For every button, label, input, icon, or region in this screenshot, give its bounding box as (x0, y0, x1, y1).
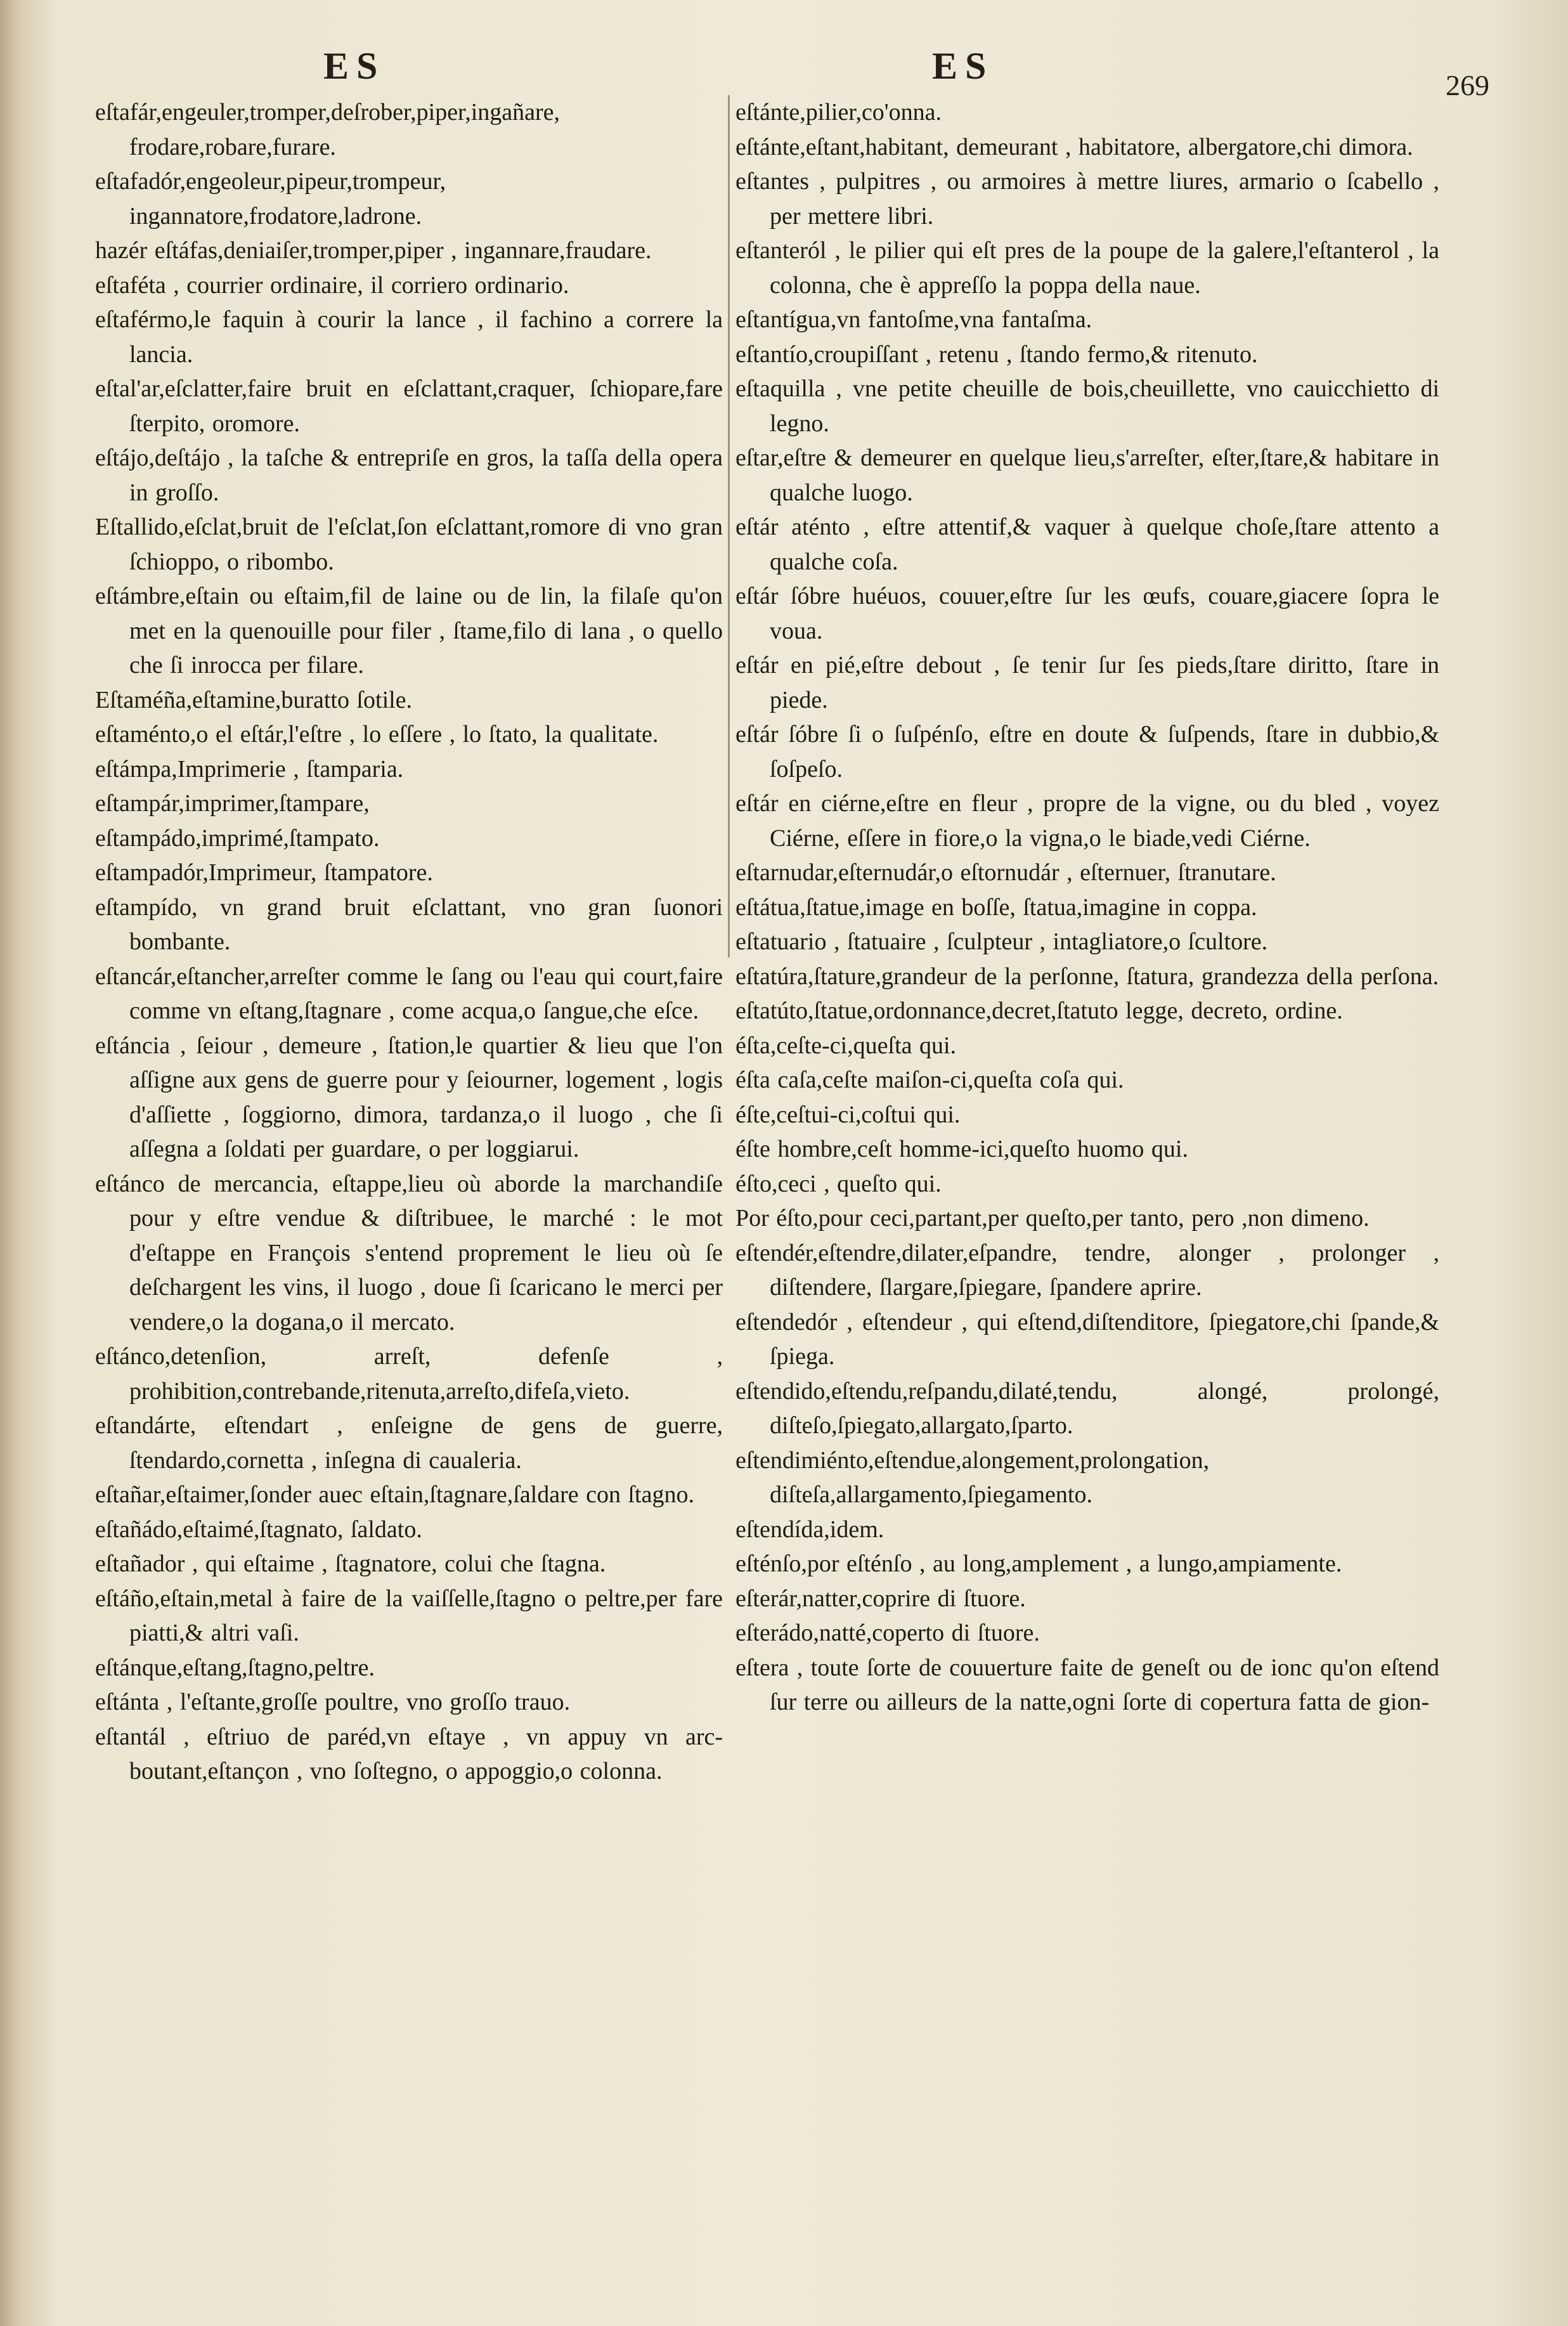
dictionary-entry: eſtánque,eſtang,ſtagno,peltre. (95, 1654, 375, 1681)
dictionary-entry: eſtáncia , ſeiour , demeure , ſtation,le quartier & lieu que l'on aſſigne aux gens de guerre pour y ſeiourner, logement , logis d'aſſiette , ſoggiorno, dimora, tardanza,o il luogo , che ſi aſſegna a ſoldati per guardare, o per loggiarui. (95, 1032, 723, 1162)
dictionary-entry: eſterár,natter,coprire di ſtuore. (735, 1585, 1026, 1612)
dictionary-entry: eſtafár,engeuler,tromper,deſrober,piper,ingañare, frodare,robare,furare. (95, 99, 560, 160)
dictionary-entry: eſtanteról , le pilier qui eſt pres de la poupe de la galere,l'eſtanterol , la colonna, che è appreſſo la poppa della naue. (735, 237, 1439, 299)
dictionary-entry: Eſtaméña,eſtamine,buratto ſotile. (95, 686, 413, 713)
dictionary-entry: eſtánte,eſtant,habitant, demeurant , habitatore, albergatore,chi dimora. (735, 133, 1413, 160)
dictionary-entry: eſtár aténto , eſtre attentif,& vaquer à quelque choſe,ſtare attento a qualche coſa. (735, 514, 1439, 575)
dictionary-entry: eſtámbre,eſtain ou eſtaim,fil de laine ou de lin, la filaſe qu'on met en la quenouille pour filer , ſtame,filo di lana , o quello che ſi inrocca per filare. (95, 583, 723, 679)
dictionary-entry: Eſtallido,eſclat,bruit de l'eſclat,ſon eſclattant,romore di vno gran ſchioppo, o ribombo. (95, 514, 723, 575)
dictionary-entry: éſto,ceci , queſto qui. (735, 1170, 942, 1197)
dictionary-entry: eſtañádo,eſtaimé,ſtagnato, ſaldato. (95, 1516, 422, 1543)
column-divider (728, 95, 730, 958)
dictionary-entry: eſtatúto,ſtatue,ordonnance,decret,ſtatuto legge, decreto, ordine. (735, 997, 1343, 1024)
dictionary-entry: eſtantío,croupiſſant , retenu , ſtando fermo,& ritenuto. (735, 341, 1258, 368)
dictionary-entry: eſtánco,detenſion, arreſt, defenſe , prohibition,contrebande,ritenuta,arreſto,difeſa,vieto. (95, 1343, 723, 1405)
dictionary-entry: eſtár en ciérne,eſtre en fleur , propre de la vigne, ou du bled , voyez Ciérne, eſſere in fiore,o la vigna,o le biade,vedi Ciérne. (735, 790, 1439, 852)
dictionary-entry: eſtampído, vn grand bruit eſclattant, vno gran ſuonori bombante. (95, 893, 723, 955)
dictionary-entry: eſtaquilla , vne petite cheuille de bois,cheuillette, vno cauicchietto di legno. (735, 375, 1439, 437)
dictionary-entry: eſtár ſóbre ſi o ſuſpénſo, eſtre en doute & ſuſpends, ſtare in dubbio,& ſoſpeſo. (735, 721, 1439, 783)
dictionary-entry: eſtafadór,engeoleur,pipeur,trompeur, ingannatore,frodatore,ladrone. (95, 168, 446, 230)
running-head-right: ES (932, 45, 994, 87)
dictionary-entry: eſténſo,por eſténſo , au long,amplement , a lungo,ampiamente. (735, 1550, 1342, 1577)
dictionary-entry: eſtancár,eſtancher,arreſter comme le ſang ou l'eau qui court,faire comme vn eſtang,ſtagnare , come acqua,o ſangue,che eſce. (95, 963, 723, 1024)
dictionary-entry: eſtendída,idem. (735, 1516, 884, 1543)
dictionary-entry: eſtarnudar,eſternudár,o eſtornudár , eſternuer, ſtranutare. (735, 859, 1276, 886)
dictionary-entry: éſte,ceſtui-ci,coſtui qui. (735, 1101, 961, 1128)
dictionary-entry: eſtájo,deſtájo , la taſche & entrepriſe en gros, la taſſa della opera in groſſo. (95, 445, 723, 506)
dictionary-entry: eſtantes , pulpitres , ou armoires à mettre liures, armario o ſcabello , per mettere libri. (735, 168, 1439, 230)
page-number: 269 (1446, 69, 1489, 101)
dictionary-entry: eſtáño,eſtain,metal à faire de la vaiſſelle,ſtagno o peltre,per fare piatti,& altri vaſi. (95, 1585, 723, 1646)
left-column (95, 95, 723, 1789)
dictionary-entry: eſtatuario , ſtatuaire , ſculpteur , intagliatore,o ſcultore. (735, 928, 1268, 955)
running-head-left: ES (323, 45, 386, 87)
dictionary-entry: eſtár ſóbre huéuos, couuer,eſtre ſur les œufs, couare,giacere ſopra le voua. (735, 583, 1439, 644)
right-column (735, 95, 1439, 1720)
dictionary-entry: eſtampádo,imprimé,ſtampato. (95, 824, 380, 852)
dictionary-entry: eſtátua,ſtatue,image en boſſe, ſtatua,imagine in coppa. (735, 893, 1257, 921)
dictionary-entry: eſtendedór , eſtendeur , qui eſtend,diſtenditore, ſpiegatore,chi ſpande,& ſpiega. (735, 1308, 1439, 1370)
dictionary-entry: eſtaférmo,le faquin à courir la lance , il fachino a correre la lancia. (95, 306, 723, 368)
dictionary-entry: eſtal'ar,eſclatter,faire bruit en eſclattant,craquer, ſchiopare,fare ſterpito, oromore. (95, 375, 723, 437)
dictionary-entry: eſtendér,eſtendre,dilater,eſpandre, tendre, alonger , prolonger , diſtendere, ſlargare,ſpiegare, ſpandere aprire. (735, 1239, 1439, 1301)
dictionary-entry: eſtañador , qui eſtaime , ſtagnatore, colui che ſtagna. (95, 1550, 606, 1577)
dictionary-entry: éſte hombre,ceſt homme-ici,queſto huomo qui. (735, 1136, 1188, 1162)
dictionary-entry: eſtendido,eſtendu,reſpandu,dilaté,tendu, alongé, prolongé, diſteſo,ſpiegato,allargato,ſparto. (735, 1377, 1439, 1439)
dictionary-entry: eſterádo,natté,coperto di ſtuore. (735, 1620, 1040, 1646)
dictionary-entry: eſtár en pié,eſtre debout , ſe tenir ſur ſes pieds,ſtare diritto, ſtare in piede. (735, 652, 1439, 713)
dictionary-entry: eſtaféta , courrier ordinaire, il corriero ordinario. (95, 271, 569, 299)
dictionary-entry: eſtera , toute ſorte de couuerture faite de geneſt ou de ionc qu'on eſtend ſur terre ou ailleurs de la natte,ogni ſorte di copertura fatta de gion- (735, 1654, 1439, 1715)
dictionary-entry: eſtantígua,vn fantoſme,vna fantaſma. (735, 306, 1092, 333)
dictionary-entry: éſta,ceſte-ci,queſta qui. (735, 1032, 957, 1059)
dictionary-entry: eſtampár,imprimer,ſtampare, (95, 790, 370, 817)
dictionary-entry: eſtantál , eſtriuo de paréd,vn eſtaye , vn appuy vn arc-boutant,eſtançon , vno ſoſtegno, o appoggio,o colonna. (95, 1723, 723, 1784)
dictionary-entry: eſtampadór,Imprimeur, ſtampatore. (95, 859, 433, 886)
dictionary-entry: eſtánta , l'eſtante,groſſe poultre, vno groſſo trauo. (95, 1689, 571, 1715)
dictionary-entry: eſtañar,eſtaimer,ſonder auec eſtain,ſtagnare,ſaldare con ſtagno. (95, 1481, 694, 1508)
dictionary-entry: eſtánte,pilier,co'onna. (735, 99, 942, 126)
dictionary-entry: eſtar,eſtre & demeurer en quelque lieu,s'arreſter, eſter,ſtare,& habitare in qualche luogo. (735, 445, 1439, 506)
dictionary-entry: eſtandárte, eſtendart , enſeigne de gens de guerre, ſtendardo,cornetta , inſegna di caualeria. (95, 1412, 723, 1474)
dictionary-entry: éſta caſa,ceſte maiſon-ci,queſta coſa qui. (735, 1067, 1124, 1093)
dictionary-entry: eſtánco de mercancia, eſtappe,lieu où aborde la marchandiſe pour y eſtre vendue & diſtribuee, le marché : le mot d'eſtappe en François s'entend proprement le lieu où ſe deſchargent les vins, il luogo , doue ſi ſcaricano le merci per vendere,o la dogana,o il mercato. (95, 1170, 723, 1335)
dictionary-entry: eſtámpa,Imprimerie , ſtamparia. (95, 755, 404, 783)
dictionary-entry: eſtendimiénto,eſtendue,alongement,prolongation, diſteſa,allargamento,ſpiegamento. (735, 1446, 1210, 1508)
dictionary-entry: eſtatúra,ſtature,grandeur de la perſonne, ſtatura, grandezza della perſona. (735, 963, 1439, 990)
dictionary-entry: Por éſto,pour ceci,partant,per queſto,per tanto, pero ,non dimeno. (735, 1205, 1370, 1231)
dictionary-entry: hazér eſtáfas,deniaiſer,tromper,piper , ingannare,fraudare. (95, 237, 652, 264)
dictionary-entry: eſtaménto,o el eſtár,l'eſtre , lo eſſere , lo ſtato, la qualitate. (95, 721, 659, 748)
